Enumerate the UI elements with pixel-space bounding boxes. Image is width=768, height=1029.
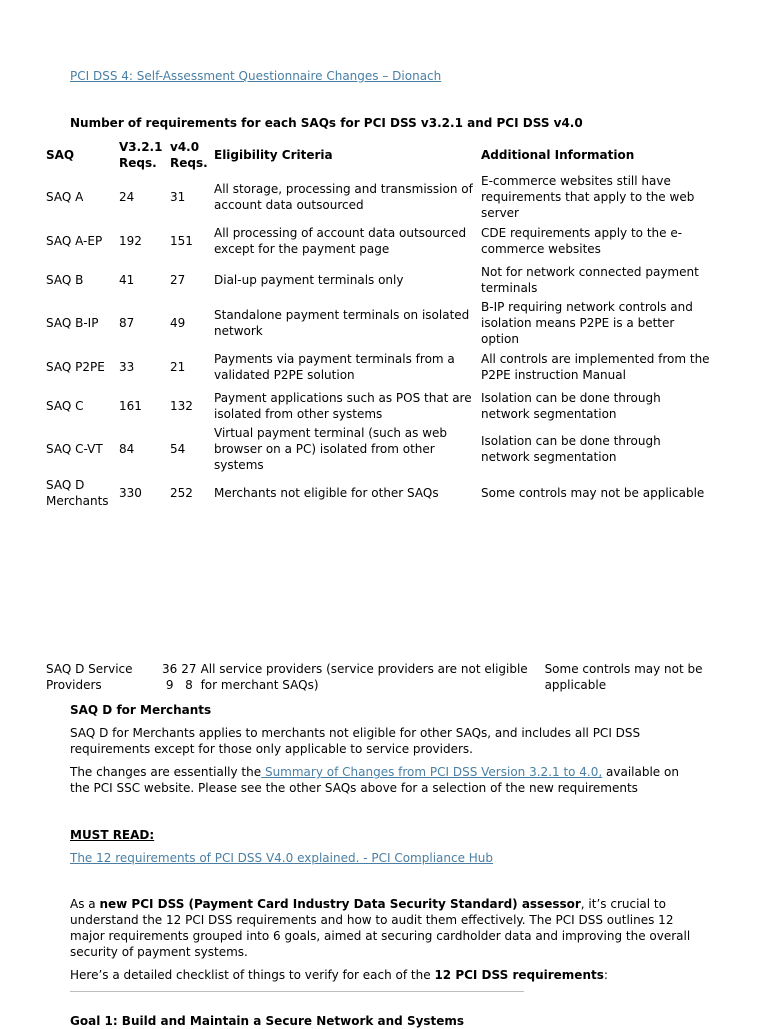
table-row (44, 221, 714, 260)
cell-v40: 27 8 (181, 662, 197, 692)
cell-v40: 132 (170, 398, 193, 413)
saq-d-heading: SAQ D for Merchants (70, 703, 212, 717)
header-saq: SAQ (46, 148, 75, 162)
table-row (44, 173, 714, 221)
cell-v40: 151 (170, 233, 193, 248)
cell-eligibility: Merchants not eligible for other SAQs (214, 485, 439, 500)
cell-eligibility: Dial-up payment terminals only (214, 272, 404, 287)
cell-eligibility: Virtual payment terminal (such as web browser on a PC) isolated from other systems (214, 426, 448, 472)
cell-eligibility: Payments via payment terminals from a validated P2PE solution (214, 351, 455, 382)
cell-v321: 192 (119, 233, 142, 248)
horizontal-divider (70, 991, 524, 992)
cell-v40: 49 (170, 316, 186, 330)
assessor-text-before: As a (70, 897, 100, 911)
cell-additional-info: Isolation can be done through network segmentation (481, 434, 661, 464)
summary-paragraph (70, 764, 700, 796)
header-v321: V3.2.1 Reqs. (119, 140, 163, 170)
table-row (44, 347, 714, 386)
table-title: Number of requirements for each SAQs for PCI DSS v3.2.1 and PCI DSS v4.0 (70, 116, 583, 130)
table-row (44, 661, 707, 693)
table-row (44, 386, 714, 425)
cell-additional-info: B-IP requiring network controls and isolation means P2PE is a better option (481, 300, 693, 346)
cell-additional-info: CDE requirements apply to the e-commerce websites (481, 225, 683, 256)
cell-v321: 33 (119, 359, 135, 374)
cell-v321: 161 (119, 398, 142, 413)
must-read-label: MUST READ: (70, 828, 155, 842)
cell-saq: SAQ B-IP (46, 316, 99, 330)
cell-additional-info: All controls are implemented from the P2PE instruction Manual (481, 351, 710, 382)
cell-additional-info: Not for network connected payment terminals (481, 264, 699, 295)
cell-saq: SAQ C-VT (46, 442, 103, 456)
cell-v321: 36 9 (162, 662, 178, 692)
goal-1-heading: Goal 1: Build and Maintain a Secure Network and Systems (70, 1014, 465, 1028)
cell-eligibility: All service providers (service providers are not eligible for merchant SAQs) (200, 662, 528, 692)
top-article-link[interactable]: PCI DSS 4: Self-Assessment Questionnaire Changes – Dionach (70, 69, 442, 83)
cell-v40: 31 (170, 190, 186, 204)
cell-v321: 84 (119, 442, 135, 456)
cell-saq: SAQ D Service Providers (46, 662, 133, 692)
table-row (44, 425, 714, 473)
assessor-paragraph (70, 896, 700, 960)
cell-v40: 252 (170, 485, 193, 500)
cell-eligibility: Standalone payment terminals on isolated network (214, 308, 470, 338)
header-additional-info: Additional Information (481, 148, 635, 162)
cell-v40: 27 (170, 272, 186, 287)
must-read-link[interactable]: The 12 requirements of PCI DSS V4.0 explained. - PCI Compliance Hub (70, 851, 494, 865)
cell-v321: 24 (119, 190, 135, 204)
checklist-intro (70, 967, 700, 983)
table-row (44, 260, 714, 299)
cell-saq: SAQ B (46, 272, 84, 287)
summary-text-before: The changes are essentially the (70, 765, 262, 779)
cell-v321: 41 (119, 272, 135, 287)
cell-saq: SAQ P2PE (46, 359, 105, 374)
header-eligibility: Eligibility Criteria (214, 148, 333, 162)
cell-v321: 330 (119, 485, 142, 500)
checklist-text-after: : (603, 968, 608, 982)
cell-saq: SAQ A-EP (46, 233, 103, 248)
cell-v40: 54 (170, 442, 186, 456)
checklist-text-bold: 12 PCI DSS requirements (434, 968, 604, 982)
table-row (44, 473, 714, 512)
cell-v40: 21 (170, 359, 186, 374)
cell-v321: 87 (119, 316, 135, 330)
table-header-row (44, 137, 714, 173)
saq-d-paragraph: SAQ D for Merchants applies to merchants not eligible for other SAQs, and includes all PCI DSS requirements except for those only applicable to service providers. (70, 726, 641, 756)
cell-saq: SAQ C (46, 398, 84, 413)
cell-additional-info: E-commerce websites still have requirements that apply to the web server (481, 174, 695, 220)
summary-of-changes-link[interactable]: Summary of Changes from PCI DSS Version 3.2.1 to 4.0, (261, 765, 603, 779)
header-v40: v4.0 Reqs. (170, 140, 208, 170)
summary-text-after: available on the PCI SSC website. Please see the other SAQs above for a selection of the new requirements (70, 765, 679, 795)
assessor-text-bold: new PCI DSS (Payment Card Industry Data Security Standard) assessor (99, 897, 581, 911)
cell-additional-info: Some controls may not be applicable (481, 485, 705, 500)
cell-saq: SAQ A (46, 190, 84, 204)
table-row (44, 299, 714, 347)
cell-eligibility: All storage, processing and transmission of account data outsourced (214, 182, 473, 212)
cell-eligibility: All processing of account data outsourced except for the payment page (214, 225, 467, 256)
checklist-text-before: Here’s a detailed checklist of things to verify for each of the (70, 968, 435, 982)
cell-additional-info: Isolation can be done through network segmentation (481, 390, 661, 421)
saq-table (44, 137, 714, 512)
assessor-text-after: , it’s crucial to understand the 12 PCI DSS requirements and how to audit them effectively. The PCI DSS outlines 12 major requirements grouped into 6 goals, aimed at securing cardholder data and improving the overall security of payment systems. (70, 897, 691, 959)
cell-eligibility: Payment applications such as POS that are isolated from other systems (214, 390, 472, 421)
service-provider-table (44, 661, 707, 693)
cell-saq: SAQ D Merchants (46, 477, 109, 508)
cell-additional-info: Some controls may not be applicable (544, 662, 703, 692)
